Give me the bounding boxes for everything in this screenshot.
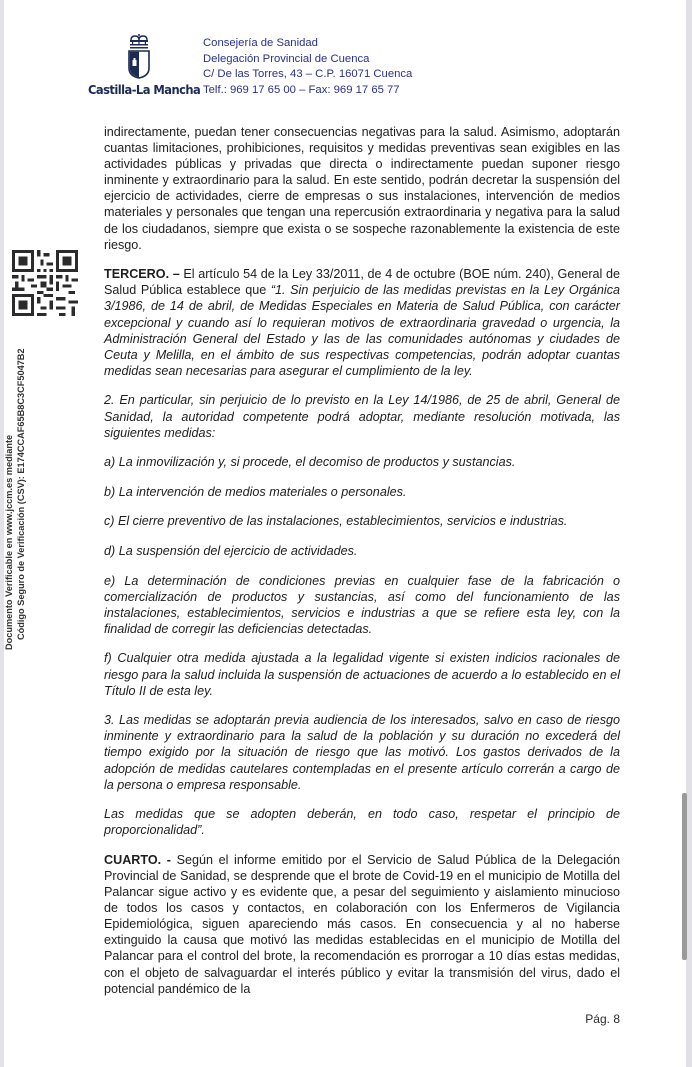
verification-stamp [3,332,27,652]
tercero-quote: “1. Sin perjuicio de las medidas previstas en la Ley Orgánica 3/1986, de 14 de abril, de Medidas Especiales en Materia de Salud Pública, con carácter excepcional y cuando así lo requieran motivos de extraordinaria gravedad o urgencia, la Administración General del Estado y las de las comunidades autónomas y ciudades de Ceuta y Melilla, en el ámbito de sus respectivas competencias, podrán adoptar cuantas medidas sean necesarias para asegurar el cumplimiento de la ley. [104,283,621,378]
tercero-intro: El artículo 54 de la Ley 33/2011, de 4 de octubre (BOE núm. 240), General de Salud Pública establece que [104,267,620,298]
measure-c: c) El cierre preventivo de las instalaciones, establecimientos, servicios e industrias. [104,514,568,529]
coat-of-arms-icon [126,34,152,80]
organization-info [203,36,412,98]
tercero-heading: TERCERO. – [104,267,180,282]
paragraph-2: 2. En particular, sin perjuicio de lo previsto en la Ley 14/1986, de 25 de abril, General de Sanidad, la autoridad competente podrá adoptar, mediante resolución motivada, las siguientes medidas: [104,393,620,440]
measure-f: f) Cualquier otra medida ajustada a la legalidad vigente si existen indicios racionales de riesgo para la salud incluida la suspensión de actuaciones de acuerdo a lo establecido en el Título II de esta ley. [104,651,620,698]
cuarto-text: Según el informe emitido por el Servicio de Salud Pública de la Delegación Provincial de Sanidad, se desprende que el brote de Covid-19 en el municipio de Motilla del Palancar sigue activo y es evidente que, a pesar del seguimiento y aislamiento minucioso de todos los casos y contactos, en colaboración con los Enfermeros de Vigilancia Epidemiológica, siguen apareciendo más casos. En consecuencia y al no haberse extinguido la causa que motivó las medidas establecidas en el municipio de Motilla del Palancar para el control del brote, la recomendación es prorrogar a 10 días estas medidas, con el objeto de salvaguardar el interés público y evitar la transmisión del virus, dado el potencial pandémico de la [104,852,621,996]
qr-code-icon [12,250,78,316]
department-name: Consejería de Sanidad [203,37,318,49]
page-number: Pág. 8 [585,1011,620,1026]
castilla-la-mancha-logo [88,32,201,102]
cuarto-heading: CUARTO. - [104,852,171,867]
csv-code-text: Código Seguro de Verificación (CSV): E174CCAF65B8C3CF5047B2 [16,348,26,640]
section-cuarto [104,852,620,997]
section-tercero [104,266,620,379]
paragraph-3: 3. Las medidas se adoptarán previa audiencia de los interesados, salvo en caso de riesgo inminente y extraordinario para la salud de la población y su duración no excederá del tiempo exigido por la situación de riesgo que las motivó. Los gastos derivados de la adopción de medidas cautelares contempladas en el presente artículo correrán a cargo de la persona o empresa responsable. [104,713,620,792]
office-name: Delegación Provincial de Cuenca [203,52,370,65]
address: C/ De las Torres, 43 – C.P. 16071 Cuenca [203,68,413,80]
logo-text: Castilla-La Mancha [88,82,201,97]
measure-d: d) La suspensión del ejercicio de actividades. [104,543,358,558]
verification-url-text: Documento Verificable en www.jccm.es mediante [4,434,14,650]
measure-e: e) La determinación de condiciones previas en cualquier fase de la fabricación o comercialización de productos y sustancias, así como del funcionamiento de las instalaciones, establecimientos, servicios e industrias a que se refiere esta ley, con la finalidad de corregir las deficiencias detectadas. [104,573,620,636]
scrollbar-thumb[interactable] [682,793,687,960]
paragraph-proportionality: Las medidas que se adopten deberán, en todo caso, respetar el principio de proporcionalidad”. [104,807,620,838]
letterhead [88,0,508,106]
phone-fax: Telf.: 969 17 65 00 – Fax: 969 17 65 77 [203,83,400,96]
document-body [104,124,620,997]
measure-a: a) La inmovilización y, si procede, el decomiso de productos y sustancias. [104,455,516,470]
measure-b: b) La intervención de medios materiales o personales. [104,484,407,499]
paragraph-intro: indirectamente, puedan tener consecuencias negativas para la salud. Asimismo, adoptarán cuantas limitaciones, prohibiciones, requisitos y medidas preventivas sean exigibles en las actividades públicas y privadas que directa o indirectamente puedan suponer riesgo inminente y extraordinario para la salud. En este sentido, podrán decretar la suspensión del ejercicio de actividades, cierre de empresas o sus instalaciones, intervención de medios materiales y personales que tengan una repercusión extraordinaria y negativa para la salud de los ciudadanos, siempre que exista o se sospeche razonablemente la existencia de este riesgo. [104,125,620,252]
